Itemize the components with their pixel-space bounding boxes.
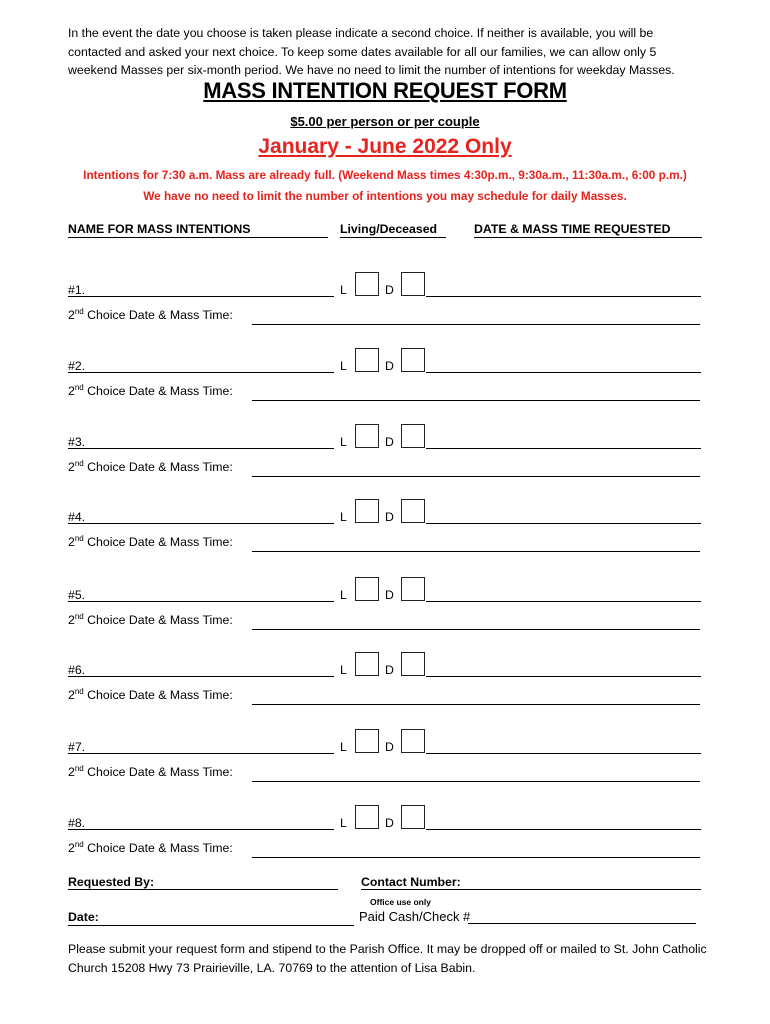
- form-title: MASS INTENTION REQUEST FORM: [203, 78, 567, 103]
- ordinal-suffix: nd: [74, 458, 84, 468]
- second-choice-field[interactable]: [252, 400, 700, 401]
- second-choice-field[interactable]: [252, 476, 700, 477]
- ordinal-number: 2: [68, 841, 75, 855]
- name-field[interactable]: [68, 448, 334, 449]
- ordinal-number: 2: [68, 535, 75, 549]
- second-choice-field[interactable]: [252, 324, 700, 325]
- name-field[interactable]: [68, 372, 334, 373]
- notice-daily-masses: We have no need to limit the number of intentions you may schedule for daily Masses.: [143, 189, 627, 203]
- living-checkbox[interactable]: [355, 348, 379, 372]
- paid-cash-check-label: Paid Cash/Check #: [359, 909, 471, 924]
- ordinal-suffix: nd: [74, 839, 84, 849]
- entry-number: #3.: [68, 435, 86, 449]
- living-label: L: [340, 740, 347, 754]
- second-choice-label: [68, 841, 233, 855]
- header-living-deceased: Living/Deceased: [340, 222, 446, 238]
- living-label: L: [340, 510, 347, 524]
- deceased-label: D: [385, 359, 394, 373]
- date-time-field[interactable]: [426, 829, 701, 830]
- ordinal-suffix: nd: [74, 533, 84, 543]
- deceased-label: D: [385, 816, 394, 830]
- ordinal-suffix: nd: [74, 611, 84, 621]
- second-choice-field[interactable]: [252, 857, 700, 858]
- second-choice-text: Choice Date & Mass Time:: [87, 308, 233, 322]
- entry-number: #7.: [68, 740, 86, 754]
- living-checkbox[interactable]: [355, 652, 379, 676]
- ordinal-number: 2: [68, 384, 75, 398]
- second-choice-text: Choice Date & Mass Time:: [87, 688, 233, 702]
- name-field[interactable]: [68, 753, 334, 754]
- header-date-time: DATE & MASS TIME REQUESTED: [474, 222, 702, 238]
- name-field[interactable]: [68, 829, 334, 830]
- date-field[interactable]: [68, 925, 354, 926]
- date-time-field[interactable]: [426, 676, 701, 677]
- ordinal-number: 2: [68, 460, 75, 474]
- second-choice-text: Choice Date & Mass Time:: [87, 765, 233, 779]
- requested-by-label: Requested By:: [68, 875, 155, 889]
- second-choice-field[interactable]: [252, 629, 700, 630]
- living-label: L: [340, 588, 347, 602]
- check-number-field[interactable]: [468, 923, 696, 924]
- living-checkbox[interactable]: [355, 272, 379, 296]
- ordinal-number: 2: [68, 613, 75, 627]
- name-field[interactable]: [68, 676, 334, 677]
- name-field[interactable]: [68, 523, 334, 524]
- second-choice-label: [68, 765, 233, 779]
- living-checkbox[interactable]: [355, 499, 379, 523]
- deceased-checkbox[interactable]: [401, 424, 425, 448]
- living-checkbox[interactable]: [355, 805, 379, 829]
- name-field[interactable]: [68, 296, 334, 297]
- name-field[interactable]: [68, 601, 334, 602]
- second-choice-text: Choice Date & Mass Time:: [87, 535, 233, 549]
- date-time-field[interactable]: [426, 523, 701, 524]
- second-choice-text: Choice Date & Mass Time:: [87, 384, 233, 398]
- notice-weekend-times: Intentions for 7:30 a.m. Mass are already full. (Weekend Mass times 4:30p.m., 9:30a.m., 11:30a.m., 6:00 p.m.): [83, 168, 687, 182]
- contact-number-field[interactable]: [361, 889, 701, 890]
- deceased-checkbox[interactable]: [401, 805, 425, 829]
- date-time-field[interactable]: [426, 372, 701, 373]
- entry-number: #2.: [68, 359, 86, 373]
- office-use-label: Office use only: [370, 897, 431, 907]
- second-choice-label: [68, 688, 233, 702]
- living-checkbox[interactable]: [355, 729, 379, 753]
- entry-number: #1.: [68, 283, 86, 297]
- living-checkbox[interactable]: [355, 577, 379, 601]
- contact-number-label: Contact Number:: [361, 875, 461, 889]
- second-choice-label: [68, 460, 233, 474]
- deceased-label: D: [385, 435, 394, 449]
- ordinal-suffix: nd: [74, 686, 84, 696]
- ordinal-number: 2: [68, 308, 75, 322]
- second-choice-text: Choice Date & Mass Time:: [87, 460, 233, 474]
- deceased-checkbox[interactable]: [401, 577, 425, 601]
- submission-instructions: Please submit your request form and stipend to the Parish Office. It may be dropped off or mailed to St. John Catholic Church 15208 Hwy 73 Prairieville, LA. 70769 to the attention of Lisa Babin.: [68, 942, 707, 975]
- second-choice-label: [68, 535, 233, 549]
- deceased-label: D: [385, 740, 394, 754]
- second-choice-field[interactable]: [252, 781, 700, 782]
- intro-paragraph: In the event the date you choose is taken please indicate a second choice. If neither is available, you will be contacted and asked your next choice. To keep some dates available for all our families, we can allow only 5 weekend Masses per six-month period. We have no need to limit the number of intentions for weekday Masses.: [68, 26, 675, 77]
- second-choice-label: [68, 613, 233, 627]
- deceased-checkbox[interactable]: [401, 348, 425, 372]
- entry-number: #4.: [68, 510, 86, 524]
- second-choice-field[interactable]: [252, 704, 700, 705]
- second-choice-text: Choice Date & Mass Time:: [87, 613, 233, 627]
- date-time-field[interactable]: [426, 448, 701, 449]
- deceased-checkbox[interactable]: [401, 499, 425, 523]
- living-label: L: [340, 283, 347, 297]
- ordinal-suffix: nd: [74, 382, 84, 392]
- entry-number: #5.: [68, 588, 86, 602]
- deceased-label: D: [385, 510, 394, 524]
- second-choice-label: [68, 384, 233, 398]
- deceased-label: D: [385, 663, 394, 677]
- ordinal-suffix: nd: [74, 306, 84, 316]
- price-line: $5.00 per person or per couple: [290, 114, 480, 129]
- date-time-field[interactable]: [426, 601, 701, 602]
- date-time-field[interactable]: [426, 296, 701, 297]
- period-heading: January - June 2022 Only: [258, 135, 512, 158]
- deceased-checkbox[interactable]: [401, 652, 425, 676]
- ordinal-number: 2: [68, 688, 75, 702]
- living-label: L: [340, 663, 347, 677]
- entry-number: #6.: [68, 663, 86, 677]
- date-label: Date:: [68, 910, 99, 924]
- second-choice-label: [68, 308, 233, 322]
- date-time-field[interactable]: [426, 753, 701, 754]
- living-checkbox[interactable]: [355, 424, 379, 448]
- ordinal-number: 2: [68, 765, 75, 779]
- living-label: L: [340, 435, 347, 449]
- header-name: NAME FOR MASS INTENTIONS: [68, 222, 328, 238]
- ordinal-suffix: nd: [74, 763, 84, 773]
- living-label: L: [340, 359, 347, 373]
- second-choice-text: Choice Date & Mass Time:: [87, 841, 233, 855]
- deceased-checkbox[interactable]: [401, 272, 425, 296]
- living-label: L: [340, 816, 347, 830]
- deceased-checkbox[interactable]: [401, 729, 425, 753]
- deceased-label: D: [385, 283, 394, 297]
- entry-number: #8.: [68, 816, 86, 830]
- deceased-label: D: [385, 588, 394, 602]
- second-choice-field[interactable]: [252, 551, 700, 552]
- requested-by-field[interactable]: [68, 889, 338, 890]
